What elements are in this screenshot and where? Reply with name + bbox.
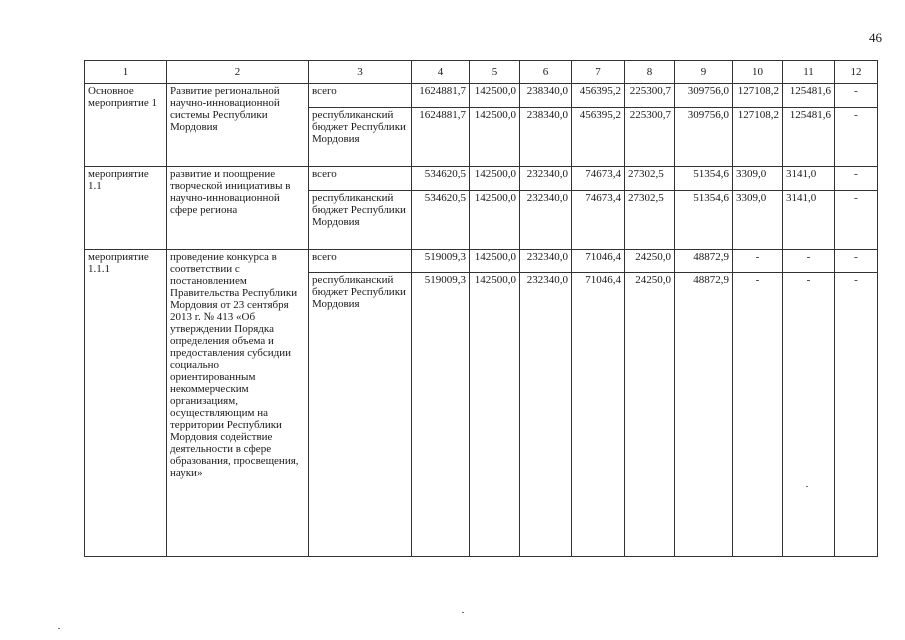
funding-source-cell: всего (309, 167, 412, 191)
header-cell: 12 (835, 61, 878, 84)
funding-source-cell: всего (309, 250, 412, 273)
header-cell: 9 (675, 61, 733, 84)
value-cell: - (783, 250, 835, 273)
value-cell: - (733, 273, 783, 557)
value-cell: 142500,0 (470, 108, 520, 167)
value-cell: 225300,7 (625, 108, 675, 167)
value-cell: 3141,0 (783, 167, 835, 191)
header-cell: 1 (85, 61, 167, 84)
value-cell: 225300,7 (625, 84, 675, 108)
value-cell: 456395,2 (572, 84, 625, 108)
value-cell: 48872,9 (675, 250, 733, 273)
value-cell: 1624881,7 (412, 108, 470, 167)
value-cell: 51354,6 (675, 191, 733, 250)
header-cell: 5 (470, 61, 520, 84)
value-cell: 232340,0 (520, 250, 572, 273)
value-cell: 127108,2 (733, 84, 783, 108)
value-cell: 519009,3 (412, 250, 470, 273)
value-cell: 27302,5 (625, 167, 675, 191)
activity-code-cell: мероприятие 1.1.1 (85, 250, 167, 557)
value-cell: 238340,0 (520, 108, 572, 167)
header-cell: 4 (412, 61, 470, 84)
header-cell: 7 (572, 61, 625, 84)
value-cell: 51354,6 (675, 167, 733, 191)
budget-table (84, 60, 878, 557)
value-cell: 127108,2 (733, 108, 783, 167)
value-cell: 125481,6 (783, 84, 835, 108)
value-cell: - (835, 273, 878, 557)
value-cell: - (733, 250, 783, 273)
value-cell: 27302,5 (625, 191, 675, 250)
activity-code-cell: Основное мероприятие 1 (85, 84, 167, 167)
value-cell: - (835, 250, 878, 273)
funding-source-cell: всего (309, 84, 412, 108)
activity-code-cell: мероприятие 1.1 (85, 167, 167, 250)
value-cell: 534620,5 (412, 167, 470, 191)
value-cell: - (783, 273, 835, 557)
value-cell: - (835, 167, 878, 191)
value-cell: 71046,4 (572, 273, 625, 557)
header-cell: 3 (309, 61, 412, 84)
value-cell: - (835, 191, 878, 250)
table-row (85, 84, 878, 108)
activity-name-cell: проведение конкурса в соответствии с постановлением Правительства Республики Мордовия от 23 сентября 2013 г. № 413 «Об утверждении Порядка определения объема и предоставления субсидии социально ориентированным некоммерческим организациям, осуществляющим на территории Республики Мордовия содействие деятельности в сфере образования, просвещения, науки» (167, 250, 309, 557)
table-row (85, 250, 878, 273)
value-cell: 232340,0 (520, 191, 572, 250)
value-cell: 1624881,7 (412, 84, 470, 108)
value-cell: 74673,4 (572, 167, 625, 191)
value-cell: 125481,6 (783, 108, 835, 167)
value-cell: 3141,0 (783, 191, 835, 250)
table-row (85, 167, 878, 191)
value-cell: 309756,0 (675, 84, 733, 108)
header-cell: 2 (167, 61, 309, 84)
scan-speck (462, 612, 464, 613)
value-cell: 238340,0 (520, 84, 572, 108)
value-cell: 71046,4 (572, 250, 625, 273)
value-cell: 3309,0 (733, 167, 783, 191)
value-cell: 142500,0 (470, 84, 520, 108)
scan-speck (58, 628, 60, 629)
value-cell: 142500,0 (470, 250, 520, 273)
value-cell: 48872,9 (675, 273, 733, 557)
page-number: 46 (869, 30, 882, 45)
value-cell: 519009,3 (412, 273, 470, 557)
value-cell: 142500,0 (470, 273, 520, 557)
value-cell: 232340,0 (520, 167, 572, 191)
activity-name-cell: Развитие региональной научно-инновационной системы Республики Мордовия (167, 84, 309, 167)
value-cell: 534620,5 (412, 191, 470, 250)
header-cell: 8 (625, 61, 675, 84)
value-cell: 232340,0 (520, 273, 572, 557)
value-cell: 24250,0 (625, 273, 675, 557)
value-cell: 24250,0 (625, 250, 675, 273)
value-cell: 142500,0 (470, 191, 520, 250)
value-cell: 456395,2 (572, 108, 625, 167)
funding-source-cell: республиканский бюджет Республики Мордовия (309, 273, 412, 557)
value-cell: 309756,0 (675, 108, 733, 167)
value-cell: - (835, 84, 878, 108)
value-cell: 142500,0 (470, 167, 520, 191)
value-cell: - (835, 108, 878, 167)
value-cell: 74673,4 (572, 191, 625, 250)
funding-source-cell: республиканский бюджет Республики Мордовия (309, 191, 412, 250)
activity-name-cell: развитие и поощрение творческой инициативы в научно-инновационной сфере региона (167, 167, 309, 250)
funding-source-cell: республиканский бюджет Республики Мордовия (309, 108, 412, 167)
header-cell: 10 (733, 61, 783, 84)
header-cell: 6 (520, 61, 572, 84)
table-header-row (85, 61, 878, 84)
scan-speck (806, 486, 808, 487)
value-cell: 3309,0 (733, 191, 783, 250)
header-cell: 11 (783, 61, 835, 84)
